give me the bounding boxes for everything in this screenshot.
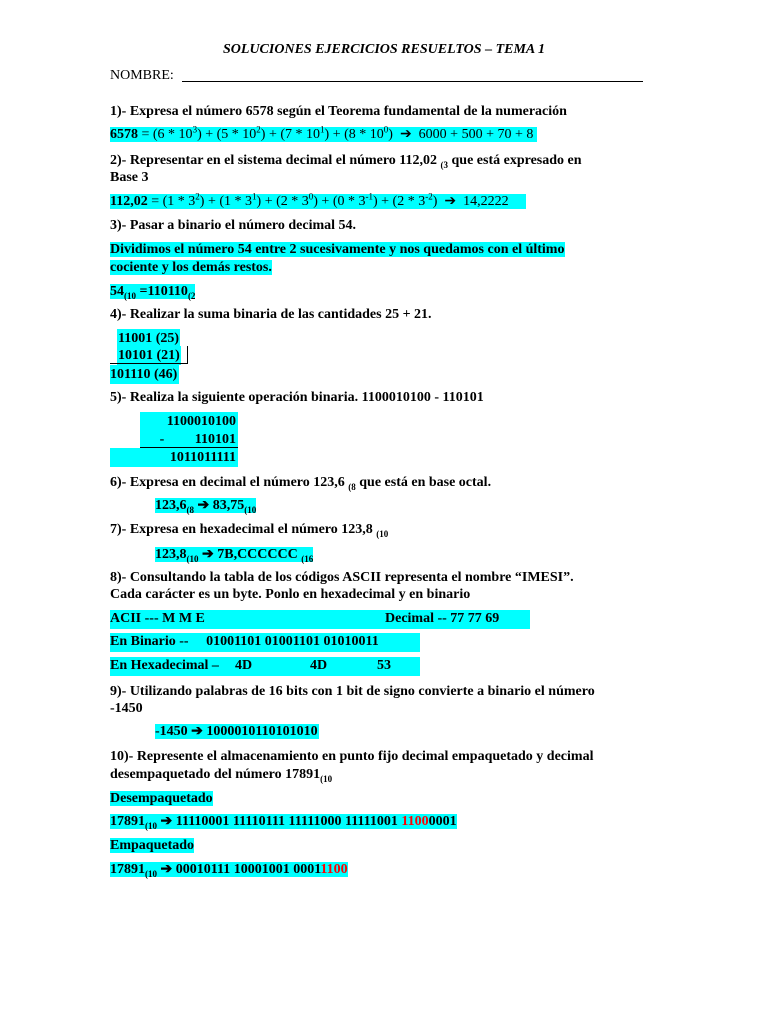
arrow-right-icon: ➔ bbox=[202, 547, 214, 562]
arrow-right-icon: ➔ bbox=[191, 724, 203, 739]
sum-rule-vertical bbox=[187, 346, 188, 364]
question-4: 4)- Realizar la suma binaria de las cantidades 25 + 21. bbox=[110, 307, 432, 322]
sum-row-2: 10101 (21) bbox=[118, 348, 180, 363]
answer-7: $123,8_{(10}$ ➔ 7B,CCCCCC $_{(16}$ bbox=[155, 547, 314, 564]
sub-result: 1011011111 bbox=[110, 448, 238, 467]
hex-row: En Hexadecimal – 4D 4D 53 bbox=[110, 657, 420, 676]
question-2-line2: Base 3 bbox=[110, 170, 149, 185]
binary-row: En Binario -- 01001101 01001101 01010011 bbox=[110, 633, 420, 652]
answer-3-line2: cociente y los demás restos. bbox=[110, 260, 272, 275]
answer-3-line1: Dividimos el número 54 entre 2 sucesivamente y nos quedamos con el último bbox=[110, 242, 565, 257]
question-6: 6)- Expresa en decimal el número 123,6 $_{(8}$ que está en base octal. bbox=[110, 475, 492, 492]
empaquetado-value: $17891_{(10}$ ➔ 00010111 10001001 00011100 bbox=[110, 862, 348, 879]
nombre-label: NOMBRE: bbox=[110, 68, 174, 83]
page-title: SOLUCIONES EJERCICIOS RESUELTOS – TEMA 1 bbox=[223, 42, 545, 57]
arrow-right-icon: ➔ bbox=[399, 127, 412, 142]
sum-rule bbox=[110, 363, 188, 364]
sum-row-1: 11001 (25) bbox=[118, 331, 180, 346]
answer-6: $123,6_{(8}$ ➔ $83,75_{(10}$ bbox=[155, 498, 257, 515]
arrow-right-icon: ➔ bbox=[197, 498, 210, 513]
answer-2: $112,02 = (1 * 3^2) + (1 * 3^1) + (2 * 3^0) + (0 * 3^{-1}) + (2 * 3^{-2})$ ➔ 14,2222 bbox=[110, 193, 526, 211]
empaquetado-label: Empaquetado bbox=[110, 838, 195, 853]
question-10-line1: 10)- Represente el almacenamiento en punto fijo decimal empaquetado y decimal bbox=[110, 749, 594, 764]
question-9-line2: -1450 bbox=[110, 701, 143, 716]
question-5: 5)- Realiza la siguiente operación binaria. 1100010100 - 110101 bbox=[110, 390, 484, 405]
sum-result: 101110 (46) bbox=[110, 367, 178, 382]
question-10-line2: desempaquetado del número $17891_{(10}$ bbox=[110, 767, 333, 784]
arrow-right-icon: ➔ bbox=[160, 814, 173, 829]
question-3: 3)- Pasar a binario el número decimal 54. bbox=[110, 218, 357, 233]
acii-row: ACII --- M M E Decimal -- 77 77 69 bbox=[110, 610, 530, 629]
question-2: 2)- Representar en el sistema decimal el número 112,02 $_{(3}$ que está expresado en bbox=[110, 153, 582, 170]
desempaquetado-value: $17891_{(10}$ ➔ 11110001 11110111 11111000 11111001 11000001 bbox=[110, 814, 457, 831]
sub-row-2: - 110101 bbox=[140, 430, 238, 449]
desempaquetado-label: Desempaquetado bbox=[110, 791, 213, 806]
arrow-right-icon: ➔ bbox=[444, 194, 457, 209]
arrow-right-icon: ➔ bbox=[160, 862, 173, 877]
question-9-line1: 9)- Utilizando palabras de 16 bits con 1 bit de signo convierte a binario el número bbox=[110, 684, 595, 699]
question-1: 1)- Expresa el número 6578 según el Teorema fundamental de la numeración bbox=[110, 104, 567, 119]
answer-9: -1450 ➔ 1000010110101010 bbox=[155, 724, 318, 739]
answer-1: $6578 = (6 * 10^3) + (5 * 10^2) + (7 * 10^1) + (8 * 10^0)$ ➔ 6000 + 500 + 70 + 8 bbox=[110, 126, 537, 144]
answer-3-result: $54_{(10} =110110_{(2}$ bbox=[110, 284, 196, 301]
question-7: 7)- Expresa en hexadecimal el número 123,8 $_{(10}$ bbox=[110, 522, 389, 539]
question-8-line1: 8)- Consultando la tabla de los códigos ASCII representa el nombre “IMESI”. bbox=[110, 570, 574, 585]
sub-row-1: 1100010100 bbox=[140, 412, 238, 431]
nombre-underline bbox=[182, 81, 643, 82]
question-8-line2: Cada carácter es un byte. Ponlo en hexadecimal y en binario bbox=[110, 587, 471, 602]
